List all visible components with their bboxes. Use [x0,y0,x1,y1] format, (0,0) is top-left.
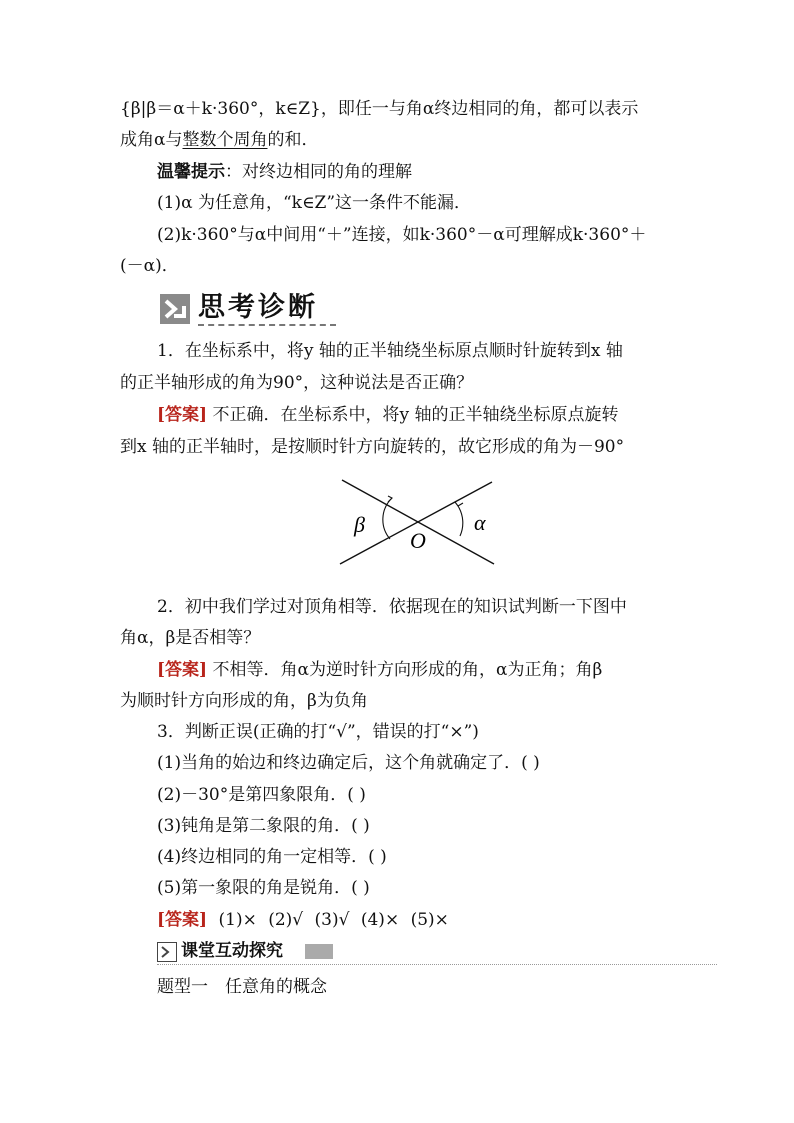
q1-line-2: 的正半轴形成的角为90°，这种说法是否正确？ [120,373,474,393]
section-header [160,290,336,326]
intro-line-2-post: 的和． [267,130,319,150]
q1-answer-text-1: 不正确．在坐标系中，将y 轴的正半轴绕坐标原点旋转 [207,405,619,425]
tip-item-1: (1)α 为任意角，“k∈Z”这一条件不能漏． [157,193,472,213]
subsection-rule [157,964,717,965]
q3-item-1: (1)当角的始边和终边确定后，这个角就确定了．( ) [157,753,540,773]
alpha-arrow-icon [455,502,463,506]
q3-stem: 3．判断正误(正确的打“√”，错误的打“×”) [157,722,479,742]
q3-item-3: (3)钝角是第二象限的角．( ) [157,816,370,836]
alpha-label: α [474,510,486,535]
q1-line-1: 1．在坐标系中，将y 轴的正半轴绕坐标原点顺时针旋转到x 轴 [157,341,623,361]
section-underline [198,324,336,326]
topic-line: 题型一 任意角的概念 [157,977,327,997]
subsection-bar [305,944,333,959]
intro-line-2-pre: 成角α与 [120,130,183,150]
q3-item-2: (2)－30°是第四象限角．( ) [157,785,366,805]
section-title: 思考诊断 [198,292,318,323]
angle-figure [330,476,500,572]
subsection-title: 课堂互动探究 [181,941,283,961]
alpha-arc [458,506,463,536]
q2-answer-label: [答案] [157,660,208,680]
q1-answer-line-1 [157,404,619,426]
tip-item-2a: (2)k·360°与α中间用“＋”连接，如k·360°－α可理解成k·360°＋ [157,225,647,245]
tip-text: ：对终边相同的角的理解 [225,162,412,182]
tip-heading [157,161,412,183]
q3-answer-label: [答案] [157,910,208,930]
q3-answer-text: (1)× (2)√ (3)√ (4)× (5)× [207,910,449,930]
q3-answer-line [157,909,449,931]
q3-item-5: (5)第一象限的角是锐角．( ) [157,878,370,898]
q1-answer-line-2: 到x 轴的正半轴时，是按顺时针方向旋转的，故它形成的角为－90° [120,437,625,457]
intro-line-2 [120,129,318,151]
q2-answer-line-1 [157,659,602,681]
arrow-icon [157,942,177,962]
beta-arc [383,498,392,539]
beta-label: β [354,512,365,537]
tip-label: 温馨提示 [157,162,225,182]
q1-answer-label: [答案] [157,405,208,425]
q2-answer-text-1: 不相等．角α为逆时针方向形成的角，α为正角；角β [207,660,603,680]
q3-item-4: (4)终边相同的角一定相等．( ) [157,847,387,867]
q2-answer-line-2: 为顺时针方向形成的角，β为负角 [120,691,368,711]
subsection-header [157,940,717,964]
intro-line-1: {β|β＝α＋k·360°，k∈Z}，即任一与角α终边相同的角，都可以表示 [120,99,639,119]
beta-arrow-icon [388,496,392,502]
arrow-icon [160,294,190,324]
intro-underlined-term: 整数个周角 [182,130,268,150]
q2-line-1: 2．初中我们学过对顶角相等．依据现在的知识试判断一下图中 [157,597,627,617]
origin-label: O [410,528,426,553]
q2-line-2: 角α，β是否相等？ [120,628,261,648]
tip-item-2b: (－α)． [120,256,179,276]
